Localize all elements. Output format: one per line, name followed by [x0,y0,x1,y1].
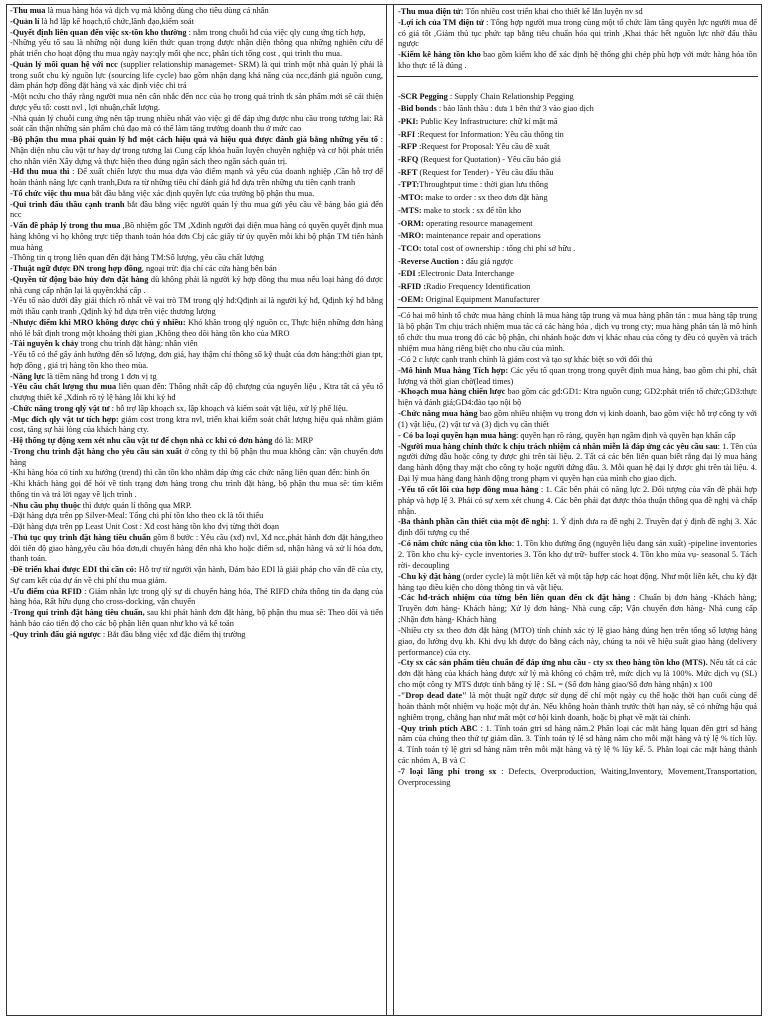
note-entry [10,501,383,512]
note-term: -Trong chu trình đặt hàng cho yêu cầu sản xuất [10,446,182,456]
note-term: -TCO: [398,243,422,253]
note-term: -Bid bonds [398,104,437,114]
note-text: : Để xuất chiến lược thu mua dựa vào điểm mạnh và yếu của doanh nghiệp ,Cần hỗ trợ để hoàn thành năng lực cạnh tranh,Đưa ra từ những tiêu chí đánh giá hđ dựa trên những ưu tiên cạnh tranh [10,167,383,187]
note-term: -Kiểm kê hàng tồn kho [398,50,481,59]
note-entry [10,447,383,469]
note-entry [398,50,757,72]
note-term: -RFT [398,167,418,177]
note-text: -Nhà quản lý chuỗi cung ứng nên tập trung nhiều nhất vào việc gì để đáp ứng được nhu cầu trong tương lai: Rà soát cẩn thận những sản phẩm chủ đạo mà có thể làm tăng trưởng doanh thu ở mức cao [10,113,383,134]
note-term: -Yếu tố cốt lõi của hợp đồng mua hàng [398,484,539,494]
note-term: -Chu kỳ đặt hàng [398,571,461,581]
note-term: -Quyền từ động bảo hủy đơn đặt hàng [10,274,149,284]
note-term: - Có ba loại quyền hạn mua hàng [398,430,517,440]
note-text: (supplier relationship managemet- SRM) là qui trình một nhà quản lý phải là trong suốt chu kỳ nguồn lực (sourcing life cycle) bao gồm nhận dạng khả năng của ncc,đánh giá nguồn cung, đàm phán hợp đồng đặt hàng và xác định việc chi trả [10,59,383,91]
note-entry [10,565,383,587]
note-entry [10,253,383,264]
note-entry [398,116,757,129]
note-entry [398,192,757,205]
note-text: : 1. Tính toán gtri sd hàng năm.2 Phân loại các mặt hàng lquan đến gtri sd hàng năm của chúng theo thứ tự giảm dần. 3. Tính toán tỷ lệ sd hàng năm cho mỗi mặt hàng và tỷ lệ % tích lũy. 4. Tính toán tỷ lệ gtri sd hàng năm trên mỗi mặt hàng và tỷ lệ % lũy kế. 5. Phân loại các mặt hàng thành các nhóm A, B và C [398,723,757,766]
note-text: -Nhiều cty sx theo đơn đặt hàng (MTO) tính chính xác tỷ lệ giao hàng đúng hẹn trên tổng số lượng hàng giao, đo lường dvụ kh. Khi dvụ kh được đo bằng cách này, chúng ta nói về hiệu suất giao hàng (delivery performance) của cty. [398,625,757,657]
note-text: Các yếu tố quan trọng trong quyết định mua hàng, bao gồm chi phí, chất lượng và thời gian chờ(lead times) [398,365,757,386]
note-text: : nằm trong chuỗi hđ của việc qly cung ứng tích hợp, [186,27,366,37]
note-text: make to order : sx theo đơn đặt hàng [423,193,548,203]
note-entry [398,141,757,154]
note-text: : Tổng hợp người mua trong cùng một tổ chức làm tăng quyền lực người mua để có giá tốt ,Giảm thủ tục phức tạp bằng tiêu chuẩn hóa qui trình ,Khai thác hết nguồn lực nhờ đấu thầu ngược [398,17,757,49]
note-text: : Chuẩn bị đơn hàng -Khách hàng; Truyền đơn hàng- Khách hàng; Xử lý đơn hàng- Nhà cung cấp; Vận chuyển đơn hàng- Nhà cung cấp ;Nhận đơn hàng- Khách hàng [398,593,757,625]
note-entry [10,114,383,136]
note-entry [398,154,757,167]
note-text: là một thuật ngữ được sử dụng để chỉ một ngày cụ thể hoặc thời hạn cuối cùng để hoàn thành một nhiệm vụ hoặc một dự án. Nếu không hoàn thành trước thời hạn này, sẽ có những hậu quả nghiêm trọng, chẳng hạn như mất một cơ hội kinh doanh, hoặc bị phạt về mặt tài chính. [398,690,758,722]
note-entry [10,38,383,60]
note-term: -OEM: [398,294,424,304]
note-text: -Có hai mô hình tổ chức mua hàng chính là mua hàng tập trung và mua hàng phân tán : mua hàng tập trung là bộ phận Tm chịu trách nhiệm mua tác cả các hàng hóa , dịch vụ trong cty; mua hàng phân tán là mô hình tổ chức thu mua trong đó các bộ phận, chi nhánh hoặc đơn vị khác nhau của công ty đều có quyền và trách nhiệm mua hàng riêng biệt cho nhu cầu của mình. [398,311,757,353]
note-entry [10,200,383,222]
note-entry [398,626,757,659]
note-text: , ngoại trừ: địa chỉ các cửa hàng bên bán [141,264,277,273]
note-text: thì được quản lí thông qua MRP. [80,500,192,510]
purchasing-notes-section [397,308,758,788]
note-term: -Lợi ích của TM điện tử [398,17,484,27]
note-term: -Quản lí [10,16,40,26]
note-entry [398,281,757,294]
note-text: bao gồm nhiều nhiệm vụ trong đơn vị kinh doanh, bao gồm việc hỗ trợ công ty với (1) vật liệu, (2) vật tư và (3) dịch vụ cần thiết [398,409,757,429]
note-text: -Khi khách hàng gọi để hỏi về tình trạng đơn hàng trong chu trình đặt hàng, bộ phận thu mua sẽ: tìm kiếm thông tin và trả lời ngay về lịch trình . [10,479,383,499]
note-term: -Thủ tục quy trình đặt hàng tiêu chuẩn [10,532,151,542]
right-column [393,5,761,1015]
note-term: -Ba thành phần cần thiết của một đề nghị [398,517,548,527]
note-entry [398,268,757,281]
note-entry [398,442,757,485]
note-entry [10,275,383,297]
note-entry [398,485,757,518]
note-text: : hỗ trợ lập khoạch sx, lập khoạch và kiểm soát vật liệu, xử lý phế liệu. [109,403,348,413]
note-text: : Defects, Overproduction, Waiting,Inventory, Movement,Transportation, Overprocessing [398,766,757,787]
note-term: -Hđ thu mua thì [10,167,70,177]
note-term: -TPT: [398,180,420,190]
note-text: :Request for Information: Yêu cầu thông tin [415,129,564,139]
note-text: -Yếu tố có thể gây ảnh hưởng đến số lượng, đơn giá, hay thậm chí thông số kỹ thuật của đơn hàng:thời gian tpt, hợp đồng , giá trị hàng tồn kho theo mùa. [10,350,383,370]
note-term: -MTS: [398,205,422,215]
note-entry [10,264,383,275]
note-entry [398,691,757,724]
note-entry [10,608,383,630]
note-text: -Khi hàng hóa có tính xu hướng (trend) thì cần tồn kho nhằm đáp ứng các chức năng liên quan đến: bình ổn [10,468,370,478]
note-entry [398,91,757,104]
note-text: bắt đầu bằng việc xác định quyền lực của trưởng bộ phận thu mua. [89,188,315,198]
note-term: -MTO: [398,193,424,203]
note-entry [398,593,757,626]
note-text: ở công ty thì bộ phận thu mua không cần: vận chuyển đơn hàng [10,446,383,467]
note-text: -Những yếu tố sau là những nội dung kiến thức quan trọng được nhận diện thông qua những nghiên cứu để phát triển cho hoạt động thu mua ngày nay:qly mối qhe ncc, phân tích tổng cost , qui trình thu mua. [10,38,383,58]
note-entry [10,511,383,522]
note-term: -Vấn đề pháp lý trong thu mua [10,221,121,230]
note-entry [398,167,757,180]
note-entry [10,135,383,167]
note-term: -Thu mua [10,6,46,15]
note-text: -Thông tin q trọng liên quan đến đặt hàng TM:Số lượng, yêu cầu chất lượng [10,253,264,263]
note-entry [398,18,757,50]
note-term: -RFI [398,129,416,139]
note-text: liên quan đến: Thống nhất cấp độ chượng của nguyên liệu , Ktra tất cả yếu tố chượng thiết kế ,Xđinh rõ tỷ lệ hàng lỗi khi ký hđ [10,382,383,402]
note-text: bao gồm các gđ:GD1: Ktra nguồn cung; GD2:phát triển tổ chức;GD3:thực hiện và đánh giá;GD4:đào tạo nội bộ [398,387,757,408]
note-text: bao gồm kiểm kho để xác định hệ thống ghi chép phù hợp với mức hàng hóa tồn kho thực tế là đúng . [398,50,757,70]
note-term: -Ưu điểm của RFID [10,586,82,596]
note-text: maintenance repair and operations [423,231,541,241]
note-text: đó là: MRP [272,436,314,445]
note-term: -ORM: [398,218,424,228]
note-term: -"Drop dead date" [398,690,467,700]
note-term: -Quy trình đấu giá ngược [10,629,101,639]
note-text: là hđ lập kế hoạch,tổ chức,lãnh đạo,kiểm soát [39,16,194,26]
note-entry [10,533,383,565]
note-entry [398,179,757,192]
note-term: -RFQ [398,155,419,165]
note-term: -Hệ thống tự động xem xét nhu cầu vật tư để chọn nhà cc khi có đơn hàng [10,436,273,445]
note-text: : Giảm nhân lực trong qlý sự di chuyển hàng hóa, Thẻ RIFD chứa thông tin đa dạng của hàng hóa, Rất hữu dụng cho cross-docking, vận chuyển [10,586,383,607]
note-entry [10,167,383,189]
note-entry [10,17,383,28]
note-entry [10,468,383,479]
note-entry [398,409,757,431]
note-text: : 1. Tên của người đứng đầu hoặc công ty được ghi trên tài liệu. 2. Tất cả các bên liên quan biết rằng đại lý mua hàng đang hành động thay mặt cho công ty hoặc người đứng đầu. 3. Mỗi quan hệ đại lý được ghi trên tài liệu. 4. Đại lý mua hàng đang hành động trong phạm vi quyền hạn của mình cho giao dịch. [398,441,757,484]
note-entry [10,60,383,92]
note-term: -RFP [398,142,417,152]
note-term: -PKI: [398,116,419,126]
note-entry [10,189,383,200]
note-term: -Chức năng mua hàng [398,409,478,419]
note-entry [10,6,383,17]
note-text: Public Key Infrastructure: chữ kí mật mã [418,116,558,126]
note-entry [10,92,383,114]
note-entry [10,630,383,641]
note-entry [10,28,383,39]
note-term: -Quy trình ptích ABC [398,723,478,733]
note-text: Electronic Data Interchange [420,269,515,279]
note-term: -Chức năng trong qlý vật tư [10,403,110,413]
note-term: -Mô hình Mua hàng Tích hợp: [398,365,509,375]
note-term: -Các hđ-trách nhiệm của từng bên liên quan đến ck đặt hàng [398,593,630,603]
note-entry [398,767,757,789]
note-text: gồm 8 bước : Yêu cầu (xđ) nvl, Xđ ncc,phát hành đơn đặt hàng,theo dõi tiến độ giao hàng,yêu cầu hóa đơn,di chuyển hàng đến nhà kho hoặc điểm sd, nhận hàng và xử lí hóa đơn, thanh toán. [10,532,383,564]
note-text: -Có 2 c lược cạnh tranh chính là giảm cost và tạo sự khác biệt so với đối thủ [398,354,653,364]
note-text: : Nhận diện nhu cầu vật tư hay dự trong tương lai Cung cấp khóa huấn luyện chuyên nghiệp và cơ hội phát triển cho nhân viên Xây dựng và thực hiện theo đúng ngân sách theo ngân sách quản trị. [10,135,384,166]
note-entry [398,218,757,231]
note-term: -Tổ chức việc thu mua [10,188,90,198]
note-text: ,Bồ nhiệm gốc TM ,Xđinh người đại diện mua hàng có quyền quyết định mua hàng không vì họ không trực tiếp thanh toán hóa đơn Cbj các giấy từ ủy quyền mỗi khi bộ phận TM tiến hành mua hàng [10,221,383,252]
note-text: Nếu tất cả các đơn đặt hàng của khách hàng được xử lý mà không có chậm trễ, mức dịch vụ là 100%. Mức dịch vụ (SL) cho một công ty MTS được tính bằng tỷ lệ : SL = (Số đơn hàng giao/Số đơn hàng nhận) x 100 [398,658,757,690]
left-column [7,5,387,1015]
note-entry [398,431,757,442]
note-text: sau khi phát hành đơn đặt hàng, bộ phận thu mua sẽ: Theo dõi và tiến hành báo cáo tiến độ cho các bộ phận liên quan như kho và kế toán [10,608,383,628]
note-entry [398,366,757,388]
note-term: -Thuật ngữ được ĐN trong hợp đồng [10,264,142,273]
note-text: -Đặt hàng dựa trên pp Least Unit Cost : Xđ cost hàng tồn kho đvị từng thời đoạn [10,522,280,531]
note-term: -Quyết định liên quan đến việc sx-tồn kho thường [10,27,187,37]
note-entry [398,256,757,269]
note-text: (order cycle) là một liên kết và một tập hợp các hoạt động. Như một liên kết, chu kỳ đặt hàng tạo điều kiện cho dòng thông tin và vật liệu. [398,571,757,592]
note-entry [398,387,757,409]
note-term: -Reverse Auction : [398,256,464,266]
note-text: operating resource management [423,218,533,228]
note-text: dù không phải là người ký hợp đồng thu mua nếu loại hàng đó được nhà cung cấp nhận lại là quyền:khá cấp . [10,274,383,295]
note-text: (Request for Quotation) - Yêu cầu báo giá [418,155,561,165]
note-entry [10,415,383,437]
note-term: -MRO: [398,231,424,241]
note-text: trong chu trình đặt hàng: nhân viên [78,339,198,349]
note-text: : bảo lãnh thầu : đưa 1 bên thứ 3 vào giao dịch [436,104,594,114]
note-term: -Qui trình đấu thầu cạnh tranh [10,199,125,209]
note-term: -Cty sx các sản phẩm tiêu chuẩn để đáp ứng nhu cầu - cty sx theo hàng tồn kho (MTS). [398,658,708,668]
note-term: -Thu mua điện tử: [398,7,464,16]
note-text: là tiềm năng hđ trong 1 đơn vị tg [44,371,157,381]
note-entry [398,7,757,18]
note-term: -RFID : [398,282,427,292]
note-entry [10,296,383,318]
note-entry [398,355,757,366]
note-text: : Bắt đầu bằng việc xđ đặc điểm thị trường [100,629,246,639]
note-term: -EDI : [398,269,421,279]
note-entry [10,436,383,447]
note-entry [398,103,757,116]
note-text: : 1. Ý định đưa ra đề nghị 2. Truyền đạt ý định đề nghị 3. Xác định đối tượng cụ thể [398,517,758,538]
note-entry [398,311,757,354]
note-text: (Request for Tender) - Yêu cầu đấu thầu [417,167,554,177]
note-entry [10,587,383,609]
note-entry [10,221,383,253]
note-entry [398,658,757,691]
note-text: Radio Frequency Identification [426,282,531,292]
note-text: make to stock : sx để tồn kho [421,205,522,215]
note-entry [398,243,757,256]
note-text: total cost of ownership : tổng chi phí sở hữu . [421,243,576,253]
note-text: Tốn nhiều cost triển khai cho thiết kế lắn luyện nv sd [463,7,643,16]
note-term: -Nhược điểm khi MRO không được chú ý nhiều: [10,317,186,327]
note-term: -Bộ phận thu mua phải quản lý hđ một cách hiệu quả và hiệu quả được đánh giá bằng những yếu tố [10,135,378,144]
note-entry [10,339,383,350]
note-text: Hỗ trợ từ người vận hành, Đảm bảo EDI là giải pháp cho vấn đề của cty, Sự cam kết của dự án về chi phí thu mua giảm. [10,565,383,585]
note-entry [398,572,757,594]
note-entry [398,539,757,572]
note-text: Original Equipment Manufacturer [423,294,540,304]
note-text: Khó khăn trong qlý nguồn cc, Thực hiện những đơn hàng nhỏ lẻ bất định trong một khoảng thời gian ,Không theo dõi hàng tồn kho của MRO [10,317,383,338]
note-text: : Supply Chain Relationship Pegging [447,91,574,101]
note-text: : quyền hạn rõ ràng, quyền hạn ngầm định và quyền hạn khẩn cấp [516,430,736,440]
note-term: -Năng lực [10,371,45,381]
note-entry [10,479,383,501]
note-term: -Người mua hàng chính thức k chịu trách nhiệm cá nhân miễn là đáp ứng các yêu cầu sau [398,441,718,451]
note-entry [398,294,757,307]
note-text: : 1. Tồn kho đường ống (nguyên liệu đang sản xuất) -pipeline inventories 2. Tồn kho chu kỳ- cycle inventories 3. Tồn kho dự trữ- buffer stock 4. Tồn kho mùa vụ- seasonal 5. Tách rời- decoupling [398,539,757,570]
note-entry [10,318,383,340]
note-entry [398,205,757,218]
note-text: -Một ncứu cho thấy rằng người mua nên cân nhắc đến ncc của họ trong quá trình tk sản phẩm mới sẽ cải thiện được yếu tố: costt nvl , lợi nhuận,chất lượng. [10,92,383,112]
note-term: -Trong qui trình đặt hàng tiêu chuẩn, [10,608,145,617]
note-text: Throughtput time : thời gian lưu thông [419,180,549,190]
note-entry [10,382,383,404]
note-term: -Nhu cầu phụ thuộc [10,500,81,510]
note-term: -Có năm chức năng của tồn kho [398,539,512,549]
note-term: -SCR Pegging [398,91,448,101]
note-text: -Yếu tố nào dưới đây giải thích rõ nhất về vai trò TM trong qlý hđ:Qđịnh ai là người ký hđ, Qđịnh ký hđ bằng mời thầu cạnh tranh ,Qđịnh ký hđ dựa trên việc thương lượng [10,296,383,316]
abbreviations-section [397,77,758,309]
note-entry [10,404,383,415]
note-entry [10,372,383,383]
note-term: -7 loại lãng phí trong sx [398,766,497,776]
note-text: bắt đầu bằng việc người quản lý thu mua gửi yêu cầu về bảng báo giá đến ncc [10,199,384,220]
note-text: -Đặt hàng dựa trên pp Silver-Meal: Tổng chi phí tồn kho theo ck là tối thiểu [10,511,264,521]
note-entry [398,517,757,539]
note-term: -Mục đích qly vật tư tích hợp: [10,414,119,424]
note-entry [398,230,757,243]
note-entry [10,350,383,372]
e-procurement-section [397,5,758,77]
note-term: -Khoạch mua hàng chiến lược [398,387,506,397]
note-entry [398,129,757,142]
note-term: -Yêu cầu chất lượng thu mua [10,382,117,392]
note-text: là mua hàng hóa và dịch vụ mà không dùng cho tiêu dùng cá nhân [45,6,269,15]
note-text: :Request for Proposal: Yêu cầu đề xuất [417,142,550,152]
cheat-sheet [6,4,762,1016]
note-term: -Quản lý mối quan hệ với ncc [10,59,118,69]
note-term: -Đề triển khai được EDI thì cần có: [10,565,137,574]
note-text: : 1. Các bên phải có năng lực 2. Đối tượng của vấn đề phải hợp pháp và hợp lệ 3. Phải có sự xem xét chung 4. Các bên phải đạt được thỏa thuận thông qua đề nghị và chấp nhận. [398,484,757,516]
note-entry [398,724,757,767]
note-text: đấu giá ngược [463,256,514,266]
note-term: -Tài nguyên k chảy [10,339,79,349]
note-text: giảm cost trong ktra nvl, triển khai kiểm soát chất lượng hiệu quả nhằm giảm cost, tăng sự hài lòng của khách hàng cty. [10,414,383,435]
note-entry [10,522,383,533]
